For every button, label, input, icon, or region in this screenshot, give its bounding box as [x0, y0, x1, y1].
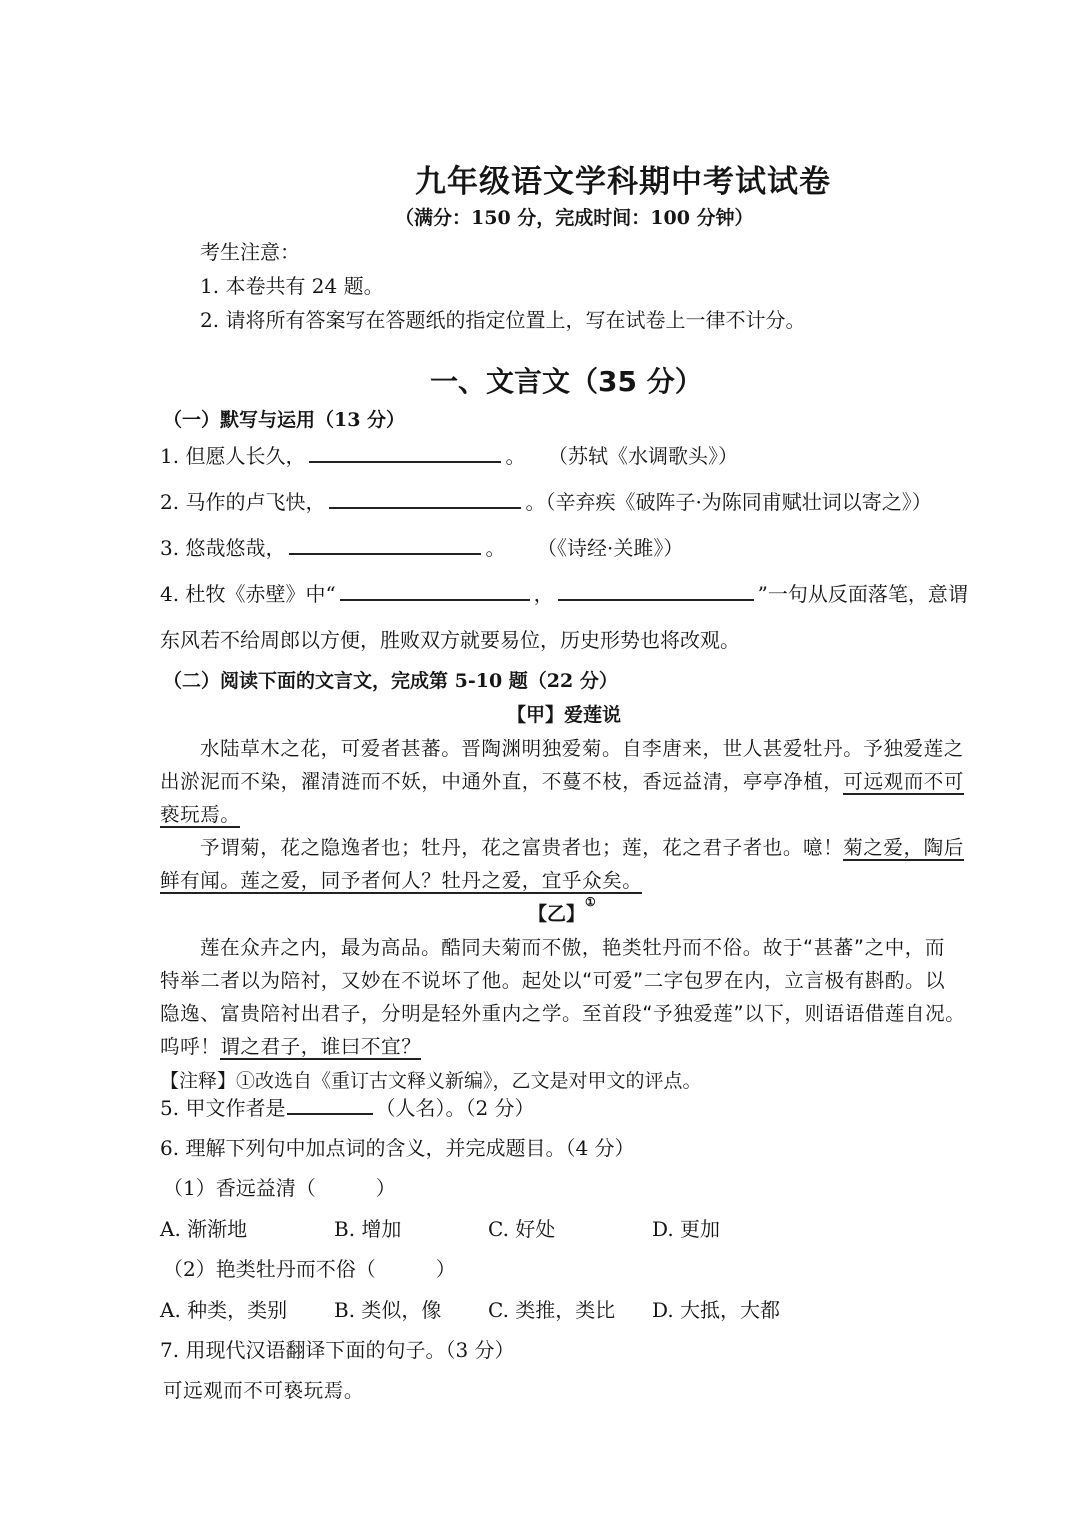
q1-source: （苏轼《水调歌头》）	[548, 444, 738, 468]
q2-suffix: 。（辛弃疾《破阵子·为陈同甫赋壮词以寄之》）	[525, 490, 932, 514]
q5-blank[interactable]	[287, 1095, 373, 1115]
jia-line-2	[160, 766, 964, 794]
q4-comma: ，	[533, 582, 554, 606]
q2-blank[interactable]	[329, 489, 521, 509]
jia-underlined-1: 可远观而不可	[843, 770, 965, 793]
q6-1-option-c[interactable]: C. 好处	[488, 1217, 556, 1241]
q4-line-2: 东风若不给周郎以方便，胜败双方就要易位，历史形势也将改观。	[160, 628, 740, 652]
q4-suffix: ”一句从反面落笔，意谓	[757, 582, 968, 606]
q6-1-option-a[interactable]: A. 渐渐地	[160, 1217, 248, 1241]
notice-item-2: 2. 请将所有答案写在答题纸的指定位置上，写在试卷上一律不计分。	[200, 308, 806, 332]
q2-prefix: 2. 马作的卢飞快，	[160, 490, 326, 514]
jia-underlined-3: 菊之爱，陶后	[843, 836, 964, 859]
question-2	[160, 486, 932, 515]
q1-blank[interactable]	[309, 443, 501, 463]
yi-title-text: 【乙】	[528, 903, 586, 925]
q4-prefix: 4. 杜牧《赤壁》中“	[160, 582, 336, 606]
q6-2-option-a[interactable]: A. 种类，类别	[160, 1298, 288, 1322]
part1-title: （一）默写与运用（13 分）	[163, 409, 406, 431]
notice-item-1: 1. 本卷共有 24 题。	[200, 274, 384, 298]
jia-line-4-text: 予谓菊，花之隐逸者也；牡丹，花之富贵者也；莲，花之君子者也。噫！	[200, 836, 844, 859]
q3-prefix: 3. 悠哉悠哉，	[160, 536, 286, 560]
q3-source: （《诗经·关雎》）	[537, 536, 684, 560]
annotation: 【注释】①改选自《重订古文释义新编》，乙文是对甲文的评点。	[160, 1070, 702, 1092]
notice-heading: 考生注意：	[200, 240, 300, 264]
page-title: 九年级语文学科期中考试试卷	[415, 164, 831, 200]
jia-title: 【甲】爱莲说	[507, 704, 622, 726]
question-4	[160, 578, 968, 607]
q5-prefix: 5. 甲文作者是	[160, 1096, 286, 1120]
q6-2-option-d[interactable]: D. 大抵，大都	[652, 1298, 781, 1322]
q3-blank[interactable]	[289, 535, 481, 555]
question-7: 7. 用现代汉语翻译下面的句子。（3 分）	[160, 1338, 515, 1362]
jia-line-5	[160, 865, 642, 893]
q6-1-option-b[interactable]: B. 增加	[334, 1217, 402, 1241]
q1-suffix: 。	[505, 444, 526, 468]
q6-1-option-d[interactable]: D. 更加	[652, 1217, 721, 1241]
question-1	[160, 440, 525, 469]
yi-title	[528, 895, 596, 926]
question-3	[160, 532, 505, 561]
q5-suffix: （人名）。（2 分）	[375, 1096, 535, 1120]
jia-line-3	[160, 799, 240, 827]
q6-sub1: （1）香远益清（ ）	[163, 1176, 396, 1200]
yi-line-3: 隐逸、富贵陪衬出君子，分明是轻外重内之学。至首段“予独爱莲”以下，则语语借莲自况。	[160, 1002, 966, 1025]
q6-2-option-b[interactable]: B. 类似，像	[334, 1298, 442, 1322]
section-title: 一、文言文（35 分）	[430, 365, 703, 398]
jia-line-1: 水陆草木之花，可爱者甚蕃。晋陶渊明独爱菊。自李唐来，世人甚爱牡丹。予独爱莲之	[200, 737, 964, 760]
part2-title: （二）阅读下面的文言文，完成第 5-10 题（22 分）	[163, 670, 618, 692]
q4-blank-2[interactable]	[558, 581, 754, 601]
jia-underlined-4: 鲜有闻。莲之爱，同予者何人？牡丹之爱，宜乎众矣。	[160, 869, 643, 892]
yi-line-4	[160, 1031, 421, 1059]
question-6: 6. 理解下列句中加点词的含义，并完成题目。（4 分）	[160, 1136, 635, 1160]
q6-2-option-c[interactable]: C. 类推，类比	[488, 1298, 616, 1322]
yi-line-4-text: 呜呼！	[160, 1035, 221, 1058]
yi-line-1: 莲在众卉之内，最为高品。酷同夫菊而不傲，艳类牡丹而不俗。故于“甚蕃”之中，而	[200, 936, 946, 959]
yi-footnote-mark: ①	[585, 895, 596, 909]
q7-sentence: 可远观而不可亵玩焉。	[163, 1379, 365, 1402]
yi-line-2: 特举二者以为陪衬，又妙在不说坏了他。起处以“可爱”二字包罗在内，立言极有斟酌。以	[160, 969, 946, 992]
q4-blank-1[interactable]	[340, 581, 530, 601]
jia-line-4	[200, 832, 964, 860]
q3-suffix: 。	[485, 536, 506, 560]
page-subtitle: （满分：150 分，完成时间：100 分钟）	[395, 207, 754, 229]
jia-line-2-text: 出淤泥而不染，濯清涟而不妖，中通外直，不蔓不枝，香远益清，亭亭净植，	[160, 770, 844, 793]
jia-underlined-2: 亵玩焉。	[160, 803, 241, 826]
q6-sub2: （2）艳类牡丹而不俗（ ）	[163, 1257, 456, 1281]
yi-underlined: 谓之君子，谁曰不宜？	[220, 1035, 422, 1058]
q1-prefix: 1. 但愿人长久，	[160, 444, 306, 468]
question-5	[160, 1092, 535, 1121]
